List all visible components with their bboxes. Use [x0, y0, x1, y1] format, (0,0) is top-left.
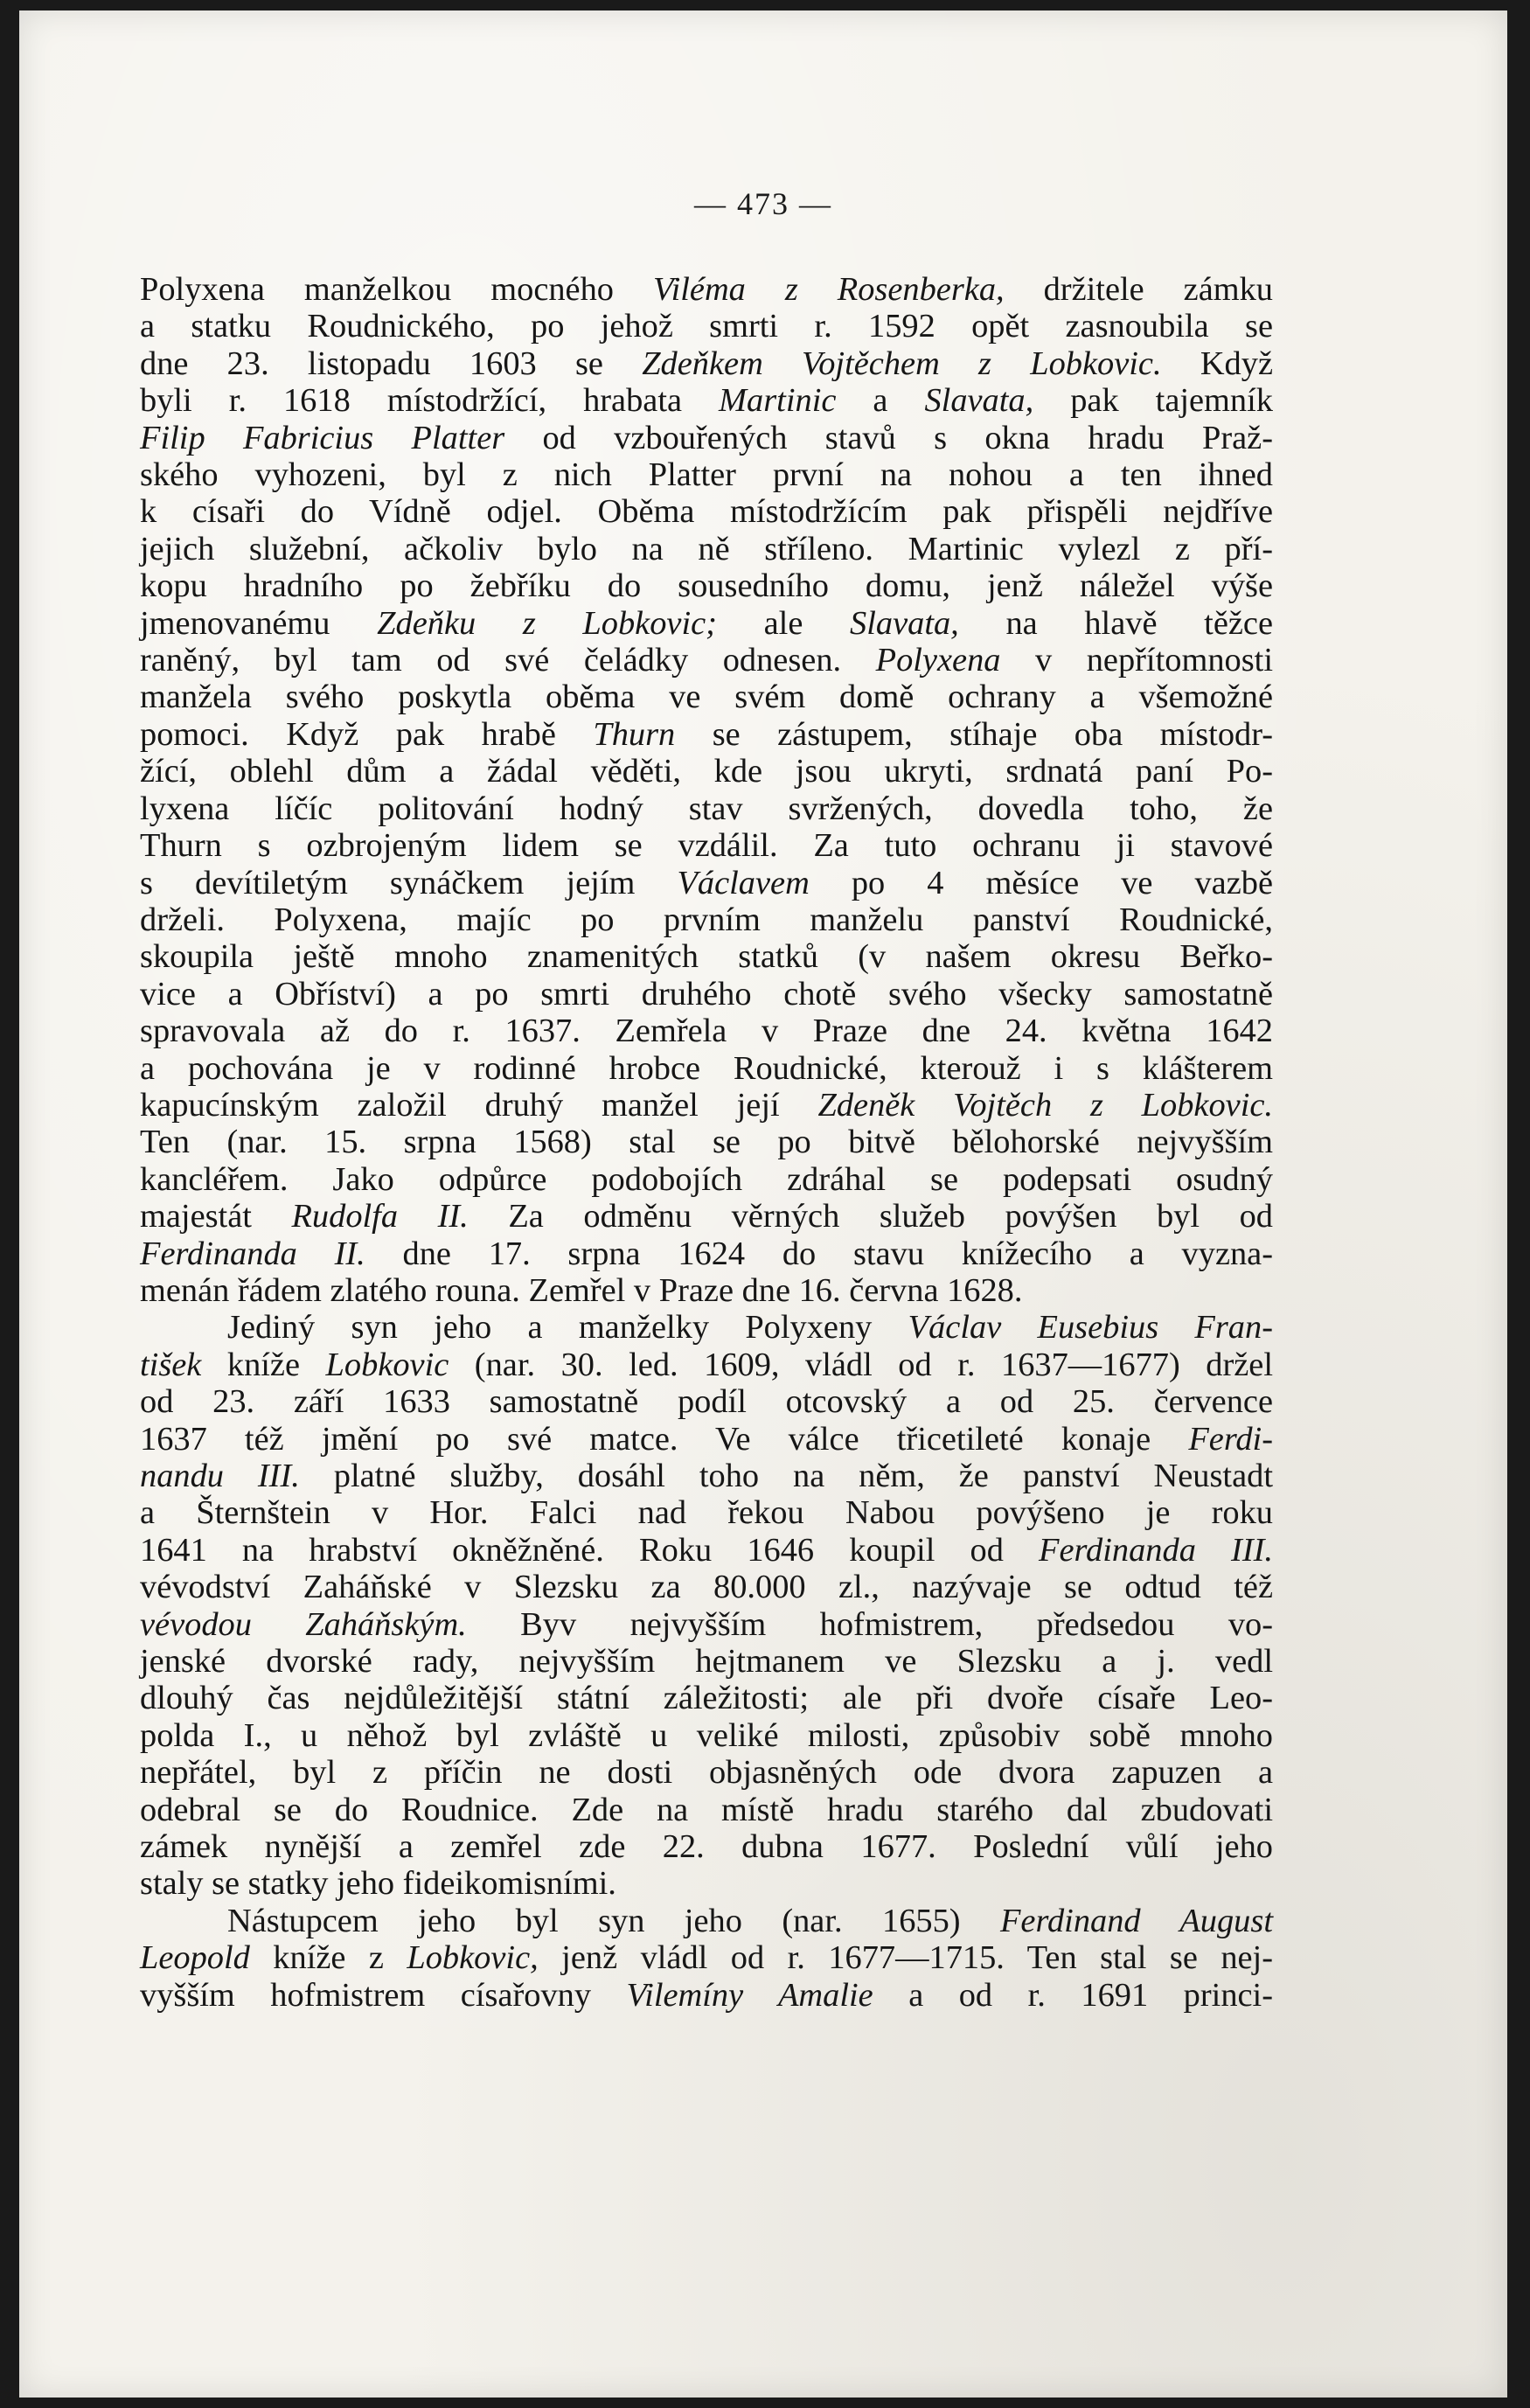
italic-name: Viléma z Rosenberka,: [652, 271, 1005, 308]
text-line: [140, 605, 1273, 642]
text-run: Jediný syn jeho a manželky Polyxeny: [227, 1309, 908, 1347]
text-line: [140, 1347, 1273, 1383]
text-line: [140, 308, 1273, 344]
text-run: od vzbouřených stavů s okna hradu Praž-: [504, 419, 1273, 456]
text-run: Za odměnu věrných služeb povýšen byl od: [468, 1198, 1273, 1235]
text-line: [140, 1680, 1273, 1716]
text-run: od 23. září 1633 samostatně podíl otcovský a od 25. července: [140, 1383, 1273, 1421]
text-line: [140, 1494, 1273, 1531]
text-line: [140, 1792, 1273, 1828]
text-run: se zástupem, stíhaje oba místodr-: [675, 715, 1274, 753]
text-run: a: [836, 382, 925, 420]
text-run: majestát: [140, 1198, 292, 1235]
text-run: dne 17. srpna 1624 do stavu knížecího a vyzna-: [365, 1235, 1273, 1272]
text-run: platné služby, dosáhl toho na něm, že panství Neustadt: [299, 1458, 1274, 1494]
text-run: a statku Roudnického, po jehož smrti r. 1592 opět zasnoubila se: [140, 308, 1273, 345]
italic-name: Ferdinanda III.: [1039, 1531, 1273, 1569]
text-run: dlouhý čas nejdůležitější státní záležitosti; ale při dvoře císaře Leo-: [140, 1680, 1273, 1717]
text-run: žící, oblehl dům a žádal věděti, kde jsou ukryti, srdnatá paní Po-: [140, 753, 1273, 790]
text-line: [140, 1124, 1273, 1160]
page-number: — 473 —: [694, 186, 832, 221]
text-run: drželi. Polyxena, majíc po prvním manželu panství Roudnické,: [140, 901, 1273, 938]
text-line: [140, 1606, 1273, 1643]
text-run: dne 23. listopadu 1603 se: [140, 344, 643, 382]
italic-name: Václav Eusebius Fran-: [908, 1309, 1273, 1347]
text-run: staly se statky jeho fideikomisními.: [140, 1865, 616, 1903]
text-run: kníže z: [249, 1939, 407, 1977]
text-line: [140, 456, 1273, 493]
text-line: [140, 976, 1273, 1013]
text-line: [140, 790, 1273, 827]
text-line: [140, 345, 1273, 382]
text-run: pomoci. Když pak hrabě: [140, 715, 594, 753]
text-run: kníže: [201, 1346, 326, 1383]
text-run: pak tajemník: [1033, 382, 1273, 420]
text-line: [140, 901, 1273, 938]
italic-name: Zdeňkem Vojtěchem z Lobkovic.: [642, 344, 1162, 382]
text-line: [140, 1013, 1273, 1049]
text-run: a pochována je v rodinné hrobce Roudnické, kterouž i s klášterem: [140, 1049, 1273, 1087]
text-line: [140, 1717, 1273, 1754]
text-run: byli r. 1618 místodržící, hrabata: [140, 382, 720, 420]
text-line: [140, 531, 1273, 567]
italic-name: Leopold: [140, 1939, 250, 1977]
italic-name: Slavata,: [850, 604, 959, 642]
text-run: manžela svého poskytla oběma ve svém domě ochrany a všemožné: [140, 679, 1273, 716]
italic-name: Lobkovic,: [407, 1939, 539, 1977]
text-line: [140, 1421, 1273, 1458]
text-run: zámek nynější a zemřel zde 22. dubna 1677. Poslední vůlí jeho: [140, 1828, 1273, 1866]
text-run: vice a Obříství) a po smrti druhého chotě svého všecky samostatně: [140, 975, 1273, 1013]
text-run: Thurn s ozbrojeným lidem se vzdálil. Za tuto ochranu ji stavové: [140, 827, 1273, 865]
italic-name: Thurn: [593, 715, 676, 753]
text-line: [140, 567, 1273, 604]
text-run: (nar. 30. led. 1609, vládl od r. 1637—1677) držel: [449, 1346, 1273, 1383]
text-run: držitele zámku: [1004, 271, 1274, 308]
text-run: k císaři do Vídně odjel. Oběma místodržícím pak přispěli nejdříve: [140, 493, 1273, 531]
text-line: [140, 493, 1273, 530]
text-run: kancléřem. Jako odpůrce podobojích zdráhal se podepsati osudný: [140, 1160, 1273, 1198]
text-line: [140, 382, 1273, 419]
text-run: Ten (nar. 15. srpna 1568) stal se po bitvě bělohorské nejvyšším: [140, 1124, 1273, 1161]
italic-name: Lobkovic: [325, 1346, 449, 1383]
italic-name: Ferdinand August: [999, 1902, 1273, 1939]
text-run: odebral se do Roudnice. Zde na místě hradu starého dal zbudovati: [140, 1791, 1273, 1828]
text-run: jenž vládl od r. 1677—1715. Ten stal se nej-: [538, 1939, 1274, 1977]
text-line: [140, 271, 1273, 308]
text-run: menán řádem zlatého rouna. Zemřel v Praze dne 16. června 1628.: [140, 1271, 1023, 1309]
italic-name: Slavata,: [924, 382, 1034, 420]
text-line: [140, 1939, 1273, 1976]
italic-name: nandu III.: [140, 1458, 300, 1494]
text-line: [140, 1643, 1273, 1680]
text-run: vyšším hofmistrem císařovny: [140, 1976, 627, 2014]
italic-name: Martinic: [719, 382, 837, 420]
italic-name: Rudolfa II.: [291, 1198, 469, 1235]
text-run: jejich služební, ačkoliv bylo na ně stříleno. Martinic vylezl z pří-: [140, 530, 1273, 567]
text-run: kopu hradního po žebříku do sousedního domu, jenž náležel výše: [140, 567, 1273, 605]
text-line: [140, 1532, 1273, 1569]
text-run: lyxena líčíc politování hodný stav svržených, dovedla toho, že: [140, 790, 1273, 827]
italic-name: Polyxena: [875, 642, 1001, 679]
text-run: po 4 měsíce ve vazbě: [809, 864, 1273, 901]
text-line: [140, 1383, 1273, 1420]
italic-name: Václavem: [677, 864, 810, 901]
text-run: raněný, byl tam od své čeládky odnesen.: [140, 642, 876, 679]
text-run: skoupila ještě mnoho znamenitých statků (v našem okresu Beřko-: [140, 938, 1273, 976]
text-run: ského vyhozeni, byl z nich Platter první na nohou a ten ihned: [140, 456, 1273, 494]
text-line: [140, 1865, 1273, 1902]
text-line: [140, 1087, 1273, 1124]
text-line: [140, 938, 1273, 975]
text-line: [140, 753, 1273, 790]
text-run: ale: [716, 604, 851, 642]
text-line: [140, 716, 1273, 753]
italic-name: Vilemíny Amalie: [626, 1976, 873, 2014]
text-run: polda I., u něhož byl zvláště u veliké milosti, způsobiv sobě mnoho: [140, 1716, 1273, 1754]
italic-name: Ferdi-: [1188, 1420, 1273, 1458]
text-run: spravovala až do r. 1637. Zemřela v Praze dne 24. května 1642: [140, 1013, 1273, 1050]
text-run: s devítiletým synáčkem jejím: [140, 864, 678, 901]
text-run: 1641 na hrabství okněžněné. Roku 1646 koupil od: [140, 1531, 1040, 1569]
text-line: [140, 1050, 1273, 1087]
text-body: [140, 271, 1273, 2014]
text-run: jmenovanému: [140, 604, 378, 642]
text-run: Nástupcem jeho byl syn jeho (nar. 1655): [227, 1902, 1000, 1939]
italic-name: vévodou Zaháňským.: [140, 1605, 467, 1643]
text-run: vévodství Zaháňské v Slezsku za 80.000 zl., nazývaje se odtud též: [140, 1569, 1273, 1606]
text-run: a Šternštein v Hor. Falci nad řekou Nabou povýšeno je roku: [140, 1494, 1273, 1532]
book-page: [19, 10, 1507, 2398]
text-run: Když: [1161, 344, 1273, 382]
text-line: [140, 1161, 1273, 1198]
text-run: Byv nejvyšším hofmistrem, předsedou vo-: [466, 1605, 1273, 1643]
italic-name: tišek: [140, 1346, 202, 1383]
italic-name: Zdeněk Vojtěch z Lobkovic.: [817, 1086, 1273, 1124]
italic-name: Filip Fabricius Platter: [140, 419, 505, 456]
text-line: [140, 1309, 1273, 1346]
text-line: [140, 420, 1273, 456]
text-run: kapucínským založil druhý manžel její: [140, 1086, 818, 1124]
text-run: nepřátel, byl z příčin ne dosti objasněných ode dvora zapuzen a: [140, 1754, 1273, 1792]
text-line: [140, 1754, 1273, 1791]
text-line: [140, 1569, 1273, 1605]
text-run: 1637 též jmění po své matce. Ve válce třicetileté konaje: [140, 1420, 1189, 1458]
text-line: [140, 679, 1273, 715]
text-line: [140, 827, 1273, 864]
text-line: [140, 642, 1273, 679]
text-run: v nepřítomnosti: [1000, 642, 1273, 679]
text-line: [140, 1235, 1273, 1272]
text-line: [140, 1903, 1273, 1939]
italic-name: Zdeňku z Lobkovic;: [377, 604, 717, 642]
text-run: jenské dvorské rady, nejvyšším hejtmanem ve Slezsku a j. vedl: [140, 1643, 1273, 1681]
text-line: [140, 1198, 1273, 1235]
text-line: [140, 865, 1273, 901]
text-line: [140, 1977, 1273, 2014]
text-line: [140, 1828, 1273, 1865]
text-line: [140, 1458, 1273, 1494]
italic-name: Ferdinanda II.: [140, 1235, 365, 1272]
text-line: [140, 1272, 1273, 1309]
text-run: a od r. 1691 princi-: [873, 1976, 1274, 2014]
text-run: na hlavě těžce: [958, 604, 1273, 642]
text-run: Polyxena manželkou mocného: [140, 271, 653, 308]
